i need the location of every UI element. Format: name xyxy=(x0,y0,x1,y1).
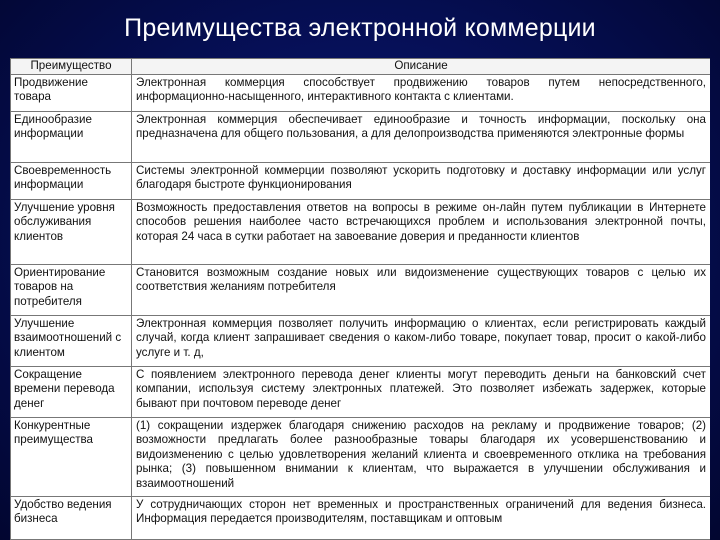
description-cell: Системы электронной коммерции позволяют ускорить подготовку и доставку информации или услуг благодаря быстроте функционирования xyxy=(132,162,711,199)
table-row xyxy=(11,264,711,315)
table-row xyxy=(11,315,711,366)
advantage-cell: Единообразие информации xyxy=(11,111,132,162)
header-advantage: Преимущество xyxy=(11,59,132,75)
table-row xyxy=(11,162,711,199)
description-cell: Электронная коммерция позволяет получить информацию о клиентах, если регистрировать каждый случай, когда клиент запрашивает сведения о каком-либо товаре, покупает товар, просит о какой-либо услуге и т. д, xyxy=(132,315,711,366)
table-header-row xyxy=(11,59,711,75)
advantage-cell: Своевременность информации xyxy=(11,162,132,199)
advantage-cell: Улучшение взаимоотношений с клиентом xyxy=(11,315,132,366)
advantage-cell: Конкурентные преимущества xyxy=(11,417,132,496)
table-row xyxy=(11,74,711,111)
description-cell: У сотрудничающих сторон нет временных и пространственных ограничений для ведения бизнеса. Информация передается производителям, поставщикам и оптовым xyxy=(132,496,711,539)
advantage-cell: Продвижение товара xyxy=(11,74,132,111)
advantage-cell: Улучшение уровня обслуживания клиентов xyxy=(11,199,132,264)
description-cell: С появлением электронного перевода денег клиенты могут переводить деньги на банковский счет компании, используя систему электронных платежей. Это позволяет избежать задержек, которые бывают при почтовом переводе денег xyxy=(132,366,711,417)
advantage-cell: Ориентирование товаров на потребителя xyxy=(11,264,132,315)
table-row xyxy=(11,199,711,264)
description-cell: (1) сокращении издержек благодаря снижению расходов на рекламу и продвижение товаров; (2) возможности предлагать более разнообразные товары благодаря их усовершенствованию и видоизменению с целью удовлетворения желаний клиента и своевременного отклика на требования рынка; (3) повышенном внимании к клиентам, что выражается в улучшении обслуживания и взаимоотношений xyxy=(132,417,711,496)
advantages-table-container xyxy=(10,58,710,540)
table-row xyxy=(11,496,711,539)
slide-title: Преимущества электронной коммерции xyxy=(124,14,596,42)
advantages-table xyxy=(10,58,710,540)
table-row xyxy=(11,111,711,162)
table-row xyxy=(11,366,711,417)
description-cell: Электронная коммерция обеспечивает единообразие и точность информации, поскольку она предназначена для общего пользования, а для делопроизводства применяются электронные формы xyxy=(132,111,711,162)
table-row xyxy=(11,417,711,496)
description-cell: Электронная коммерция способствует продвижению товаров путем непосредственного, информационно-насыщенного, интерактивного контакта с клиентами. xyxy=(132,74,711,111)
header-description: Описание xyxy=(132,59,711,75)
advantage-cell: Сокращение времени перевода денег xyxy=(11,366,132,417)
description-cell: Становится возможным создание новых или видоизменение существующих товаров с целью их соответствия желаниям потребителя xyxy=(132,264,711,315)
advantage-cell: Удобство ведения бизнеса xyxy=(11,496,132,539)
description-cell: Возможность предоставления ответов на вопросы в режиме он-лайн путем публикации в Интернете способов решения наиболее часто встречающихся проблем и использования электронной почты, которая 24 часа в сутки работает на завоевание доверия и преданности клиентов xyxy=(132,199,711,264)
